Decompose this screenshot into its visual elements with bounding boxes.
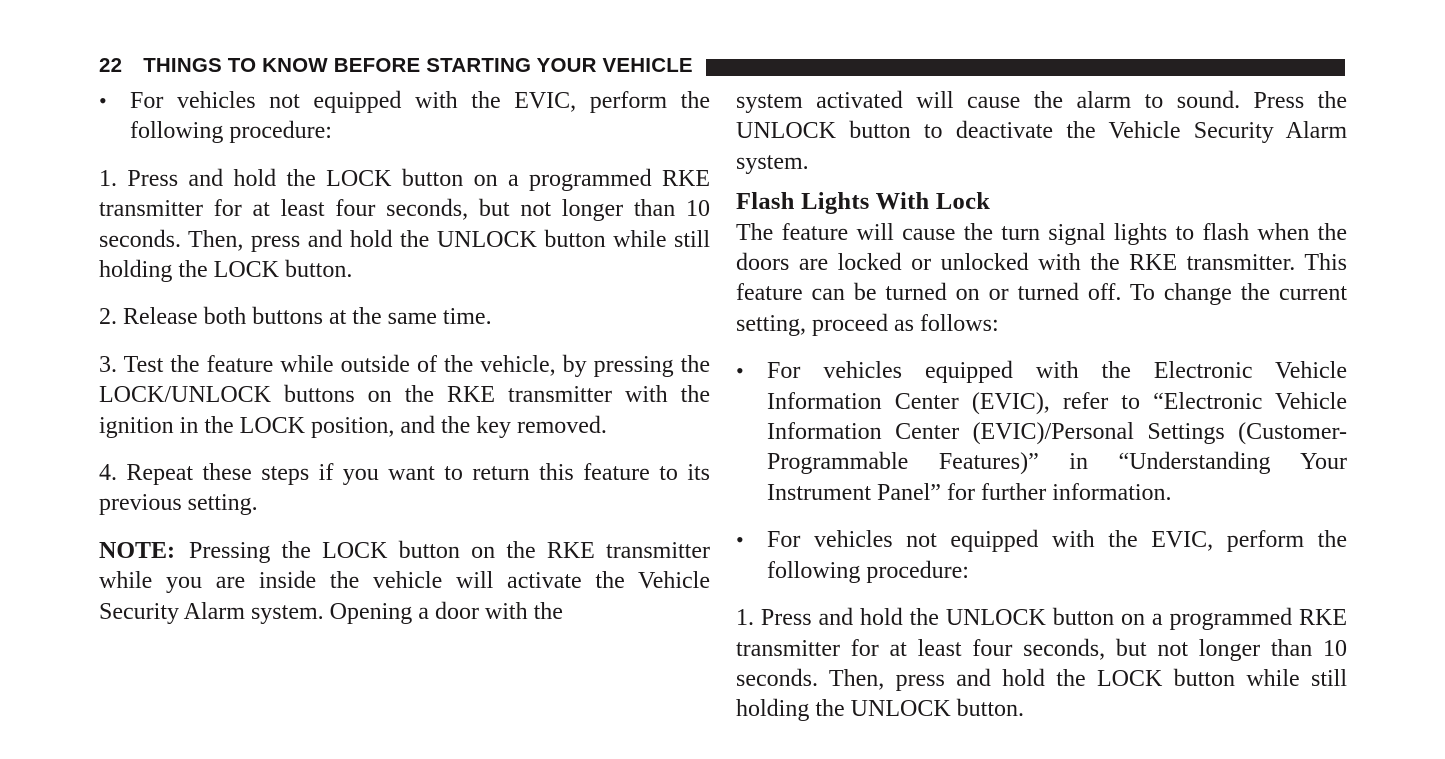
bullet-icon: • <box>99 88 107 113</box>
list-item-text: For vehicles not equipped with the EVIC, perform the following procedure: <box>767 527 1347 584</box>
intro-paragraph: The feature will cause the turn signal lights to flash when the doors are locked or unlocked with the RKE transmitter. This feature can be turned on or turned off. To change the current setting, proceed as follows: <box>736 219 1347 337</box>
procedure-step: 3. Test the feature while outside of the vehicle, by pressing the LOCK/UNLOCK buttons on the RKE transmitter with the ignition in the LOCK position, and the key removed. <box>99 351 710 439</box>
right-column <box>736 86 1347 725</box>
procedure-step: 1. Press and hold the LOCK button on a programmed RKE transmitter for at least four seconds, but not longer than 10 seconds. Then, press and hold the UNLOCK button while still holding the LOCK button. <box>99 165 710 284</box>
continuation-paragraph: system activated will cause the alarm to sound. Press the UNLOCK button to deactivate the Vehicle Security Alarm system. <box>736 88 1347 175</box>
list-item <box>99 86 710 147</box>
page-header <box>99 54 1345 78</box>
section-heading: Flash Lights With Lock <box>736 188 991 216</box>
note-text: Pressing the LOCK button on the RKE transmitter while you are inside the vehicle will activate the Vehicle Security Alarm system. Opening a door with the <box>99 537 710 625</box>
page-number: 22 <box>99 54 123 77</box>
header-rule-bar <box>706 59 1345 76</box>
list-item <box>736 356 1347 508</box>
list-item-text: For vehicles not equipped with the EVIC, perform the following procedure: <box>130 88 710 145</box>
body-columns <box>99 86 1347 725</box>
bullet-icon: • <box>736 358 744 384</box>
list-item <box>736 525 1347 586</box>
procedure-step: 2. Release both buttons at the same time. <box>99 304 492 331</box>
procedure-step: 4. Repeat these steps if you want to return this feature to its previous setting. <box>99 460 710 517</box>
note-label: NOTE: <box>99 537 176 564</box>
list-item-text: For vehicles equipped with the Electronic Vehicle Information Center (EVIC), refer to “Electronic Vehicle Information Center (EVIC)/Personal Settings (Customer-Programmable Features)” in “Understanding Your Instrument Panel” for further information. <box>767 358 1347 506</box>
bullet-icon: • <box>736 527 744 553</box>
left-column <box>99 86 710 725</box>
header-title: THINGS TO KNOW BEFORE STARTING YOUR VEHICLE <box>143 54 693 77</box>
procedure-step: 1. Press and hold the UNLOCK button on a programmed RKE transmitter for at least four seconds, but not longer than 10 seconds. Then, press and hold the LOCK button while still holding the UNLOCK button. <box>736 605 1347 723</box>
note-paragraph <box>99 536 710 627</box>
